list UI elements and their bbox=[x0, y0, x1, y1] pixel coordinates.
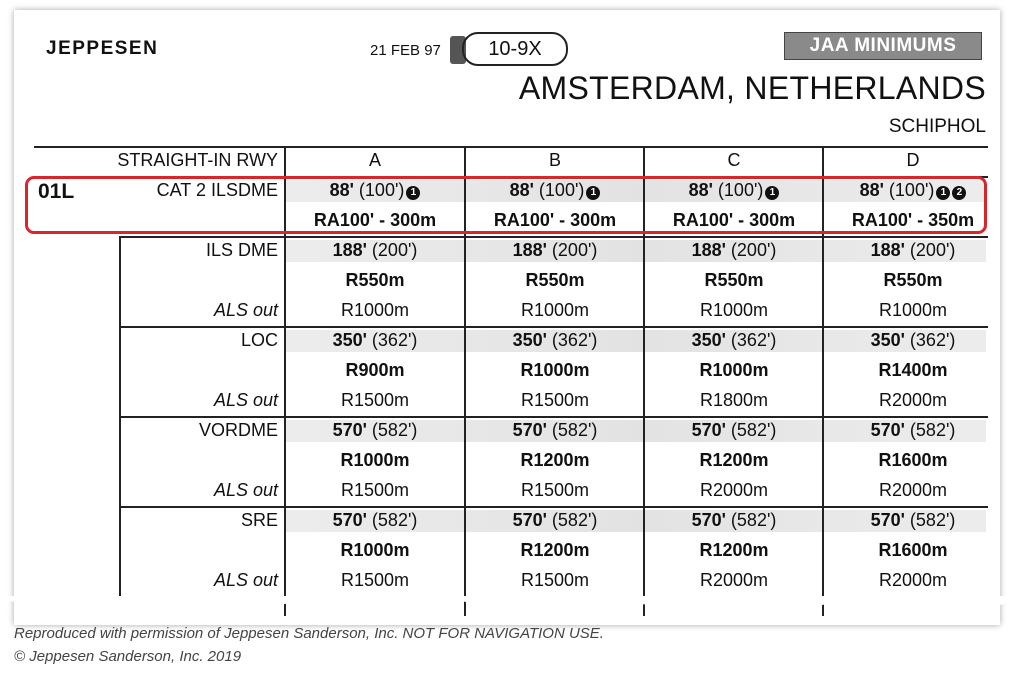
category-header-c: C bbox=[727, 150, 741, 170]
footnote-marker: 2 bbox=[952, 186, 966, 200]
minimum-altitude: 350' bbox=[332, 330, 367, 350]
als-out-rvr-cell: R1500m bbox=[340, 570, 410, 590]
rvr-cell: R550m bbox=[525, 270, 585, 290]
permission-note: Reproduced with permission of Jeppesen Sanderson, Inc. NOT FOR NAVIGATION USE. bbox=[14, 625, 604, 642]
minimum-altitude: 570' bbox=[691, 510, 726, 530]
als-out-rvr-cell: R2000m bbox=[878, 570, 948, 590]
minimum-height: (362') bbox=[366, 330, 418, 350]
als-out-rvr-cell: R1500m bbox=[520, 390, 590, 410]
rvr-cell: R550m bbox=[883, 270, 943, 290]
torn-edge bbox=[0, 596, 1016, 626]
minimum-height: (200') bbox=[546, 240, 598, 260]
footnote-marker: 1 bbox=[765, 186, 779, 200]
minimum-cell bbox=[286, 240, 464, 261]
minimum-cell bbox=[466, 510, 644, 531]
minimum-cell bbox=[824, 420, 1000, 441]
rvr-cell: R1000m bbox=[340, 450, 410, 470]
minimum-height: (582') bbox=[725, 510, 777, 530]
rvr-cell: R1000m bbox=[699, 360, 769, 380]
minimum-height: (200') bbox=[904, 240, 956, 260]
minimum-altitude: 188' bbox=[691, 240, 726, 260]
highlight-box bbox=[25, 176, 987, 234]
rvr-cell: R550m bbox=[704, 270, 764, 290]
minimum-cell bbox=[824, 240, 1000, 261]
approach-label: ILS DME bbox=[205, 240, 278, 260]
minimum-height: (362') bbox=[725, 330, 777, 350]
minimum-altitude: 570' bbox=[332, 420, 367, 440]
als-out-label: ALS out bbox=[213, 390, 278, 410]
city-title: AMSTERDAM, NETHERLANDS bbox=[518, 70, 986, 106]
als-out-label: ALS out bbox=[213, 300, 278, 320]
rvr-cell: R1200m bbox=[699, 450, 769, 470]
rvr-cell: R1200m bbox=[520, 540, 590, 560]
minimum-cell bbox=[645, 420, 823, 441]
minimum-cell bbox=[824, 510, 1000, 531]
airport-name: SCHIPHOL bbox=[888, 116, 986, 137]
minimum-height: (200') bbox=[366, 240, 418, 260]
minimum-height: (582') bbox=[546, 420, 598, 440]
minimum-height: (100') bbox=[883, 180, 935, 200]
minimum-altitude: 570' bbox=[870, 510, 905, 530]
minimum-cell bbox=[286, 510, 464, 531]
group-rule bbox=[119, 416, 988, 418]
als-out-rvr-cell: R1000m bbox=[520, 300, 590, 320]
minimum-altitude: 188' bbox=[332, 240, 367, 260]
minimum-cell bbox=[645, 330, 823, 351]
minimum-cell bbox=[824, 330, 1000, 351]
chart-date: 21 FEB 97 bbox=[370, 42, 441, 59]
als-out-rvr-cell: R2000m bbox=[699, 480, 769, 500]
rvr-cell: R1000m bbox=[340, 540, 410, 560]
minimum-height: (582') bbox=[366, 510, 418, 530]
footnote-marker: 1 bbox=[586, 186, 600, 200]
minimum-height: (100') bbox=[353, 180, 405, 200]
als-out-rvr-cell: R1000m bbox=[699, 300, 769, 320]
label-column-rule bbox=[119, 236, 121, 596]
minimum-altitude: 570' bbox=[512, 510, 547, 530]
minimum-altitude: 188' bbox=[512, 240, 547, 260]
minimum-altitude: 350' bbox=[512, 330, 547, 350]
approach-label: LOC bbox=[240, 330, 278, 350]
minimum-altitude: 570' bbox=[512, 420, 547, 440]
minimum-altitude: 570' bbox=[691, 420, 726, 440]
als-out-rvr-cell: R2000m bbox=[699, 570, 769, 590]
minimum-altitude: 188' bbox=[870, 240, 905, 260]
table-top-rule bbox=[34, 146, 988, 148]
minimum-altitude: 350' bbox=[870, 330, 905, 350]
als-out-label: ALS out bbox=[213, 480, 278, 500]
group-rule bbox=[119, 236, 988, 238]
als-out-rvr-cell: R1500m bbox=[520, 480, 590, 500]
minimum-height: (200') bbox=[725, 240, 777, 260]
rvr-cell: R1000m bbox=[520, 360, 590, 380]
minimum-height: (582') bbox=[904, 510, 956, 530]
minimum-cell bbox=[645, 240, 823, 261]
approach-label: SRE bbox=[240, 510, 278, 530]
als-out-rvr-cell: R1800m bbox=[699, 390, 769, 410]
radio-altimeter-rvr: RA100' - 350m bbox=[851, 210, 975, 230]
rvr-cell: R1200m bbox=[520, 450, 590, 470]
minimum-cell bbox=[466, 240, 644, 261]
minimum-altitude: 88' bbox=[509, 180, 534, 200]
minimum-height: (100') bbox=[533, 180, 585, 200]
als-out-rvr-cell: R1500m bbox=[520, 570, 590, 590]
als-out-rvr-cell: R1000m bbox=[340, 300, 410, 320]
als-out-label: ALS out bbox=[213, 570, 278, 590]
minimum-cell bbox=[645, 510, 823, 531]
minimum-altitude: 570' bbox=[870, 420, 905, 440]
minimums-badge: JAA MINIMUMS bbox=[784, 32, 982, 60]
header-label: STRAIGHT-IN RWY bbox=[117, 150, 278, 170]
als-out-rvr-cell: R2000m bbox=[878, 480, 948, 500]
radio-altimeter-rvr: RA100' - 300m bbox=[493, 210, 617, 230]
minimum-height: (362') bbox=[546, 330, 598, 350]
minimum-height: (582') bbox=[904, 420, 956, 440]
rvr-cell: R900m bbox=[345, 360, 405, 380]
minimum-height: (582') bbox=[725, 420, 777, 440]
runway-designator: 01L bbox=[38, 180, 75, 203]
minimum-cell bbox=[466, 330, 644, 351]
minimum-height: (362') bbox=[904, 330, 956, 350]
approach-label: CAT 2 ILSDME bbox=[156, 180, 278, 200]
radio-altimeter-rvr: RA100' - 300m bbox=[672, 210, 796, 230]
group-rule bbox=[119, 506, 988, 508]
minimum-altitude: 88' bbox=[688, 180, 713, 200]
minimum-altitude: 350' bbox=[691, 330, 726, 350]
category-header-a: A bbox=[368, 150, 381, 170]
footnote-marker: 1 bbox=[936, 186, 950, 200]
chart-number: 10-9X bbox=[462, 32, 568, 66]
als-out-rvr-cell: R1500m bbox=[340, 480, 410, 500]
als-out-rvr-cell: R1000m bbox=[878, 300, 948, 320]
rvr-cell: R1200m bbox=[699, 540, 769, 560]
minimum-altitude: 88' bbox=[329, 180, 354, 200]
category-header-d: D bbox=[906, 150, 920, 170]
radio-altimeter-rvr: RA100' - 300m bbox=[313, 210, 437, 230]
rvr-cell: R1600m bbox=[878, 450, 948, 470]
approach-label: VORDME bbox=[198, 420, 278, 440]
minimum-height: (582') bbox=[366, 420, 418, 440]
minimum-cell bbox=[466, 420, 644, 441]
rvr-cell: R1600m bbox=[878, 540, 948, 560]
chart-sheet bbox=[14, 10, 1000, 625]
minimum-altitude: 88' bbox=[859, 180, 884, 200]
als-out-rvr-cell: R2000m bbox=[878, 390, 948, 410]
category-header-b: B bbox=[548, 150, 561, 170]
copyright-note: © Jeppesen Sanderson, Inc. 2019 bbox=[14, 648, 242, 665]
als-out-rvr-cell: R1500m bbox=[340, 390, 410, 410]
minimum-height: (582') bbox=[546, 510, 598, 530]
minimum-cell bbox=[286, 330, 464, 351]
group-rule bbox=[119, 326, 988, 328]
brand-logo: JEPPESEN bbox=[46, 38, 159, 59]
rvr-cell: R1400m bbox=[878, 360, 948, 380]
footnote-marker: 1 bbox=[406, 186, 420, 200]
rvr-cell: R550m bbox=[345, 270, 405, 290]
minimum-altitude: 570' bbox=[332, 510, 367, 530]
minimum-height: (100') bbox=[712, 180, 764, 200]
minimum-cell bbox=[286, 420, 464, 441]
